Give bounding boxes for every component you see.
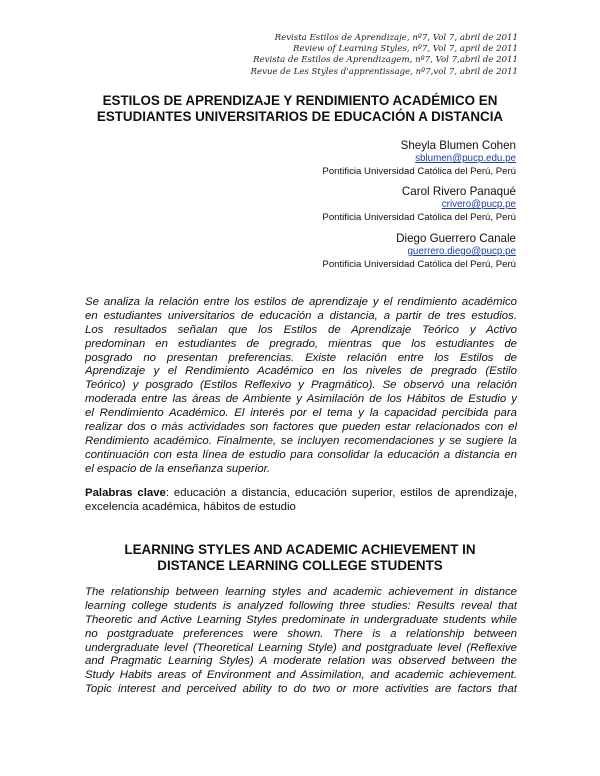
abstract-line: no postgraduate preferences were shown. There is a relationship between [85,627,517,640]
abstract-line: and Pragmatic Learning Styles) A moderate relation was observed between the [85,655,517,668]
journal-header-line: Revue de Les Styles d'apprentissage, nº7,vol 7, abril de 2011 [250,66,518,77]
author-name: Diego Guerrero Canale [396,232,516,245]
abstract-line: moderada entre las áreas de Ambiente y Asimilación de los Hábitos de Estudio y [85,393,517,406]
abstract-line: posgrado no presentan preferencias. Existe relación entre los Estilos de [85,351,517,364]
title-spanish [84,93,516,125]
keywords-text: : educación a distancia, educación superior, estilos de aprendizaje, [165,487,517,499]
author-block [322,184,516,224]
keywords-label: Palabras clave [85,487,166,499]
abstract-line: Topic interest and perceived ability to do two or more activities are factors that [85,683,517,696]
journal-header-line: Review of Learning Styles, nº7, Vol 7, april de 2011 [292,44,518,55]
title-line: ESTILOS DE APRENDIZAJE Y RENDIMIENTO ACADÉMICO EN [102,93,498,108]
keywords [85,487,517,515]
author-affiliation: Pontificia Universidad Católica del Perú, Perú [322,212,516,223]
author-email-link[interactable]: sblumen@pucp.edu.pe [415,153,516,164]
abstract-english [85,586,517,697]
abstract-line: en estudiantes universitarios de educación a distancia, a partir de tres estudios. [85,309,517,322]
author-block [322,231,516,271]
author-block [322,138,516,178]
author-email-link[interactable]: guerrero.diego@pucp.pe [407,246,516,257]
title-english [84,542,516,574]
keywords-line [85,487,517,501]
abstract-line: Se analiza la relación entre los estilos de aprendizaje y el rendimiento académico [85,296,517,308]
abstract-line: Theoretic and Active Learning Styles predominate in undergraduate students while [85,613,517,626]
abstract-line: Rendimiento académico. Finalmente, se incluyen recomendaciones y se sugiere la [85,434,517,447]
author-name: Carol Rivero Panaqué [401,185,516,198]
abstract-line: Study Habits areas of Environment and Assimilation, and academic achievement. [85,669,517,682]
title-line: LEARNING STYLES AND ACADEMIC ACHIEVEMENT IN [124,542,476,557]
author-affiliation: Pontificia Universidad Católica del Perú, Perú [322,259,516,270]
abstract-line: realizar dos o más actividades son factores que pueden estar relacionados con el [85,421,517,434]
abstract-line: Los resultados señalan que los Estilos de Aprendizaje Teórico y Activo [85,323,517,336]
abstract-line: Teórico) y posgrado (Estilos Reflexivo y Pragmático). Se observó una relación [85,379,517,392]
abstract-line: learning college students is analyzed following three studies: Results reveal that [85,599,517,612]
abstract-line: el Rendimiento Académico. El interés por el tema y la capacidad percibida para [85,407,517,420]
abstract-line: el espacio de la enseñanza superior. [85,462,271,475]
abstract-spanish [85,296,517,477]
abstract-line: The relationship between learning styles and academic achievement in distance [85,586,517,598]
journal-header [251,33,518,78]
abstract-line: Aprendizaje y el Rendimiento Académico en los niveles de pregrado (Estilo [85,365,517,378]
title-line: DISTANCE LEARNING COLLEGE STUDENTS [157,558,443,573]
title-line: ESTUDIANTES UNIVERSITARIOS DE EDUCACIÓN A DISTANCIA [96,109,504,124]
abstract-line: undergraduate level (Theoretical Learning Style) and postgraduate level (Reflexive [85,641,517,654]
abstract-line: continuación con esta línea de estudio para consolidar la educación a distancia en [85,448,517,461]
author-affiliation: Pontificia Universidad Católica del Perú, Perú [322,166,516,177]
abstract-line: predominan en estudiantes de pregrado, mientras que los estudiantes de [85,337,517,350]
keywords-line: excelencia académica, hábitos de estudio [85,500,296,513]
author-email-link[interactable]: crivero@pucp.pe [441,199,516,210]
author-name: Sheyla Blumen Cohen [400,139,516,152]
journal-header-line: Revista Estilos de Aprendizaje, nº7, Vol 7, abril de 2011 [274,33,518,43]
journal-header-line: Revista de Estilos de Aprendizagem, nº7, Vol 7,abril de 2011 [253,55,518,66]
